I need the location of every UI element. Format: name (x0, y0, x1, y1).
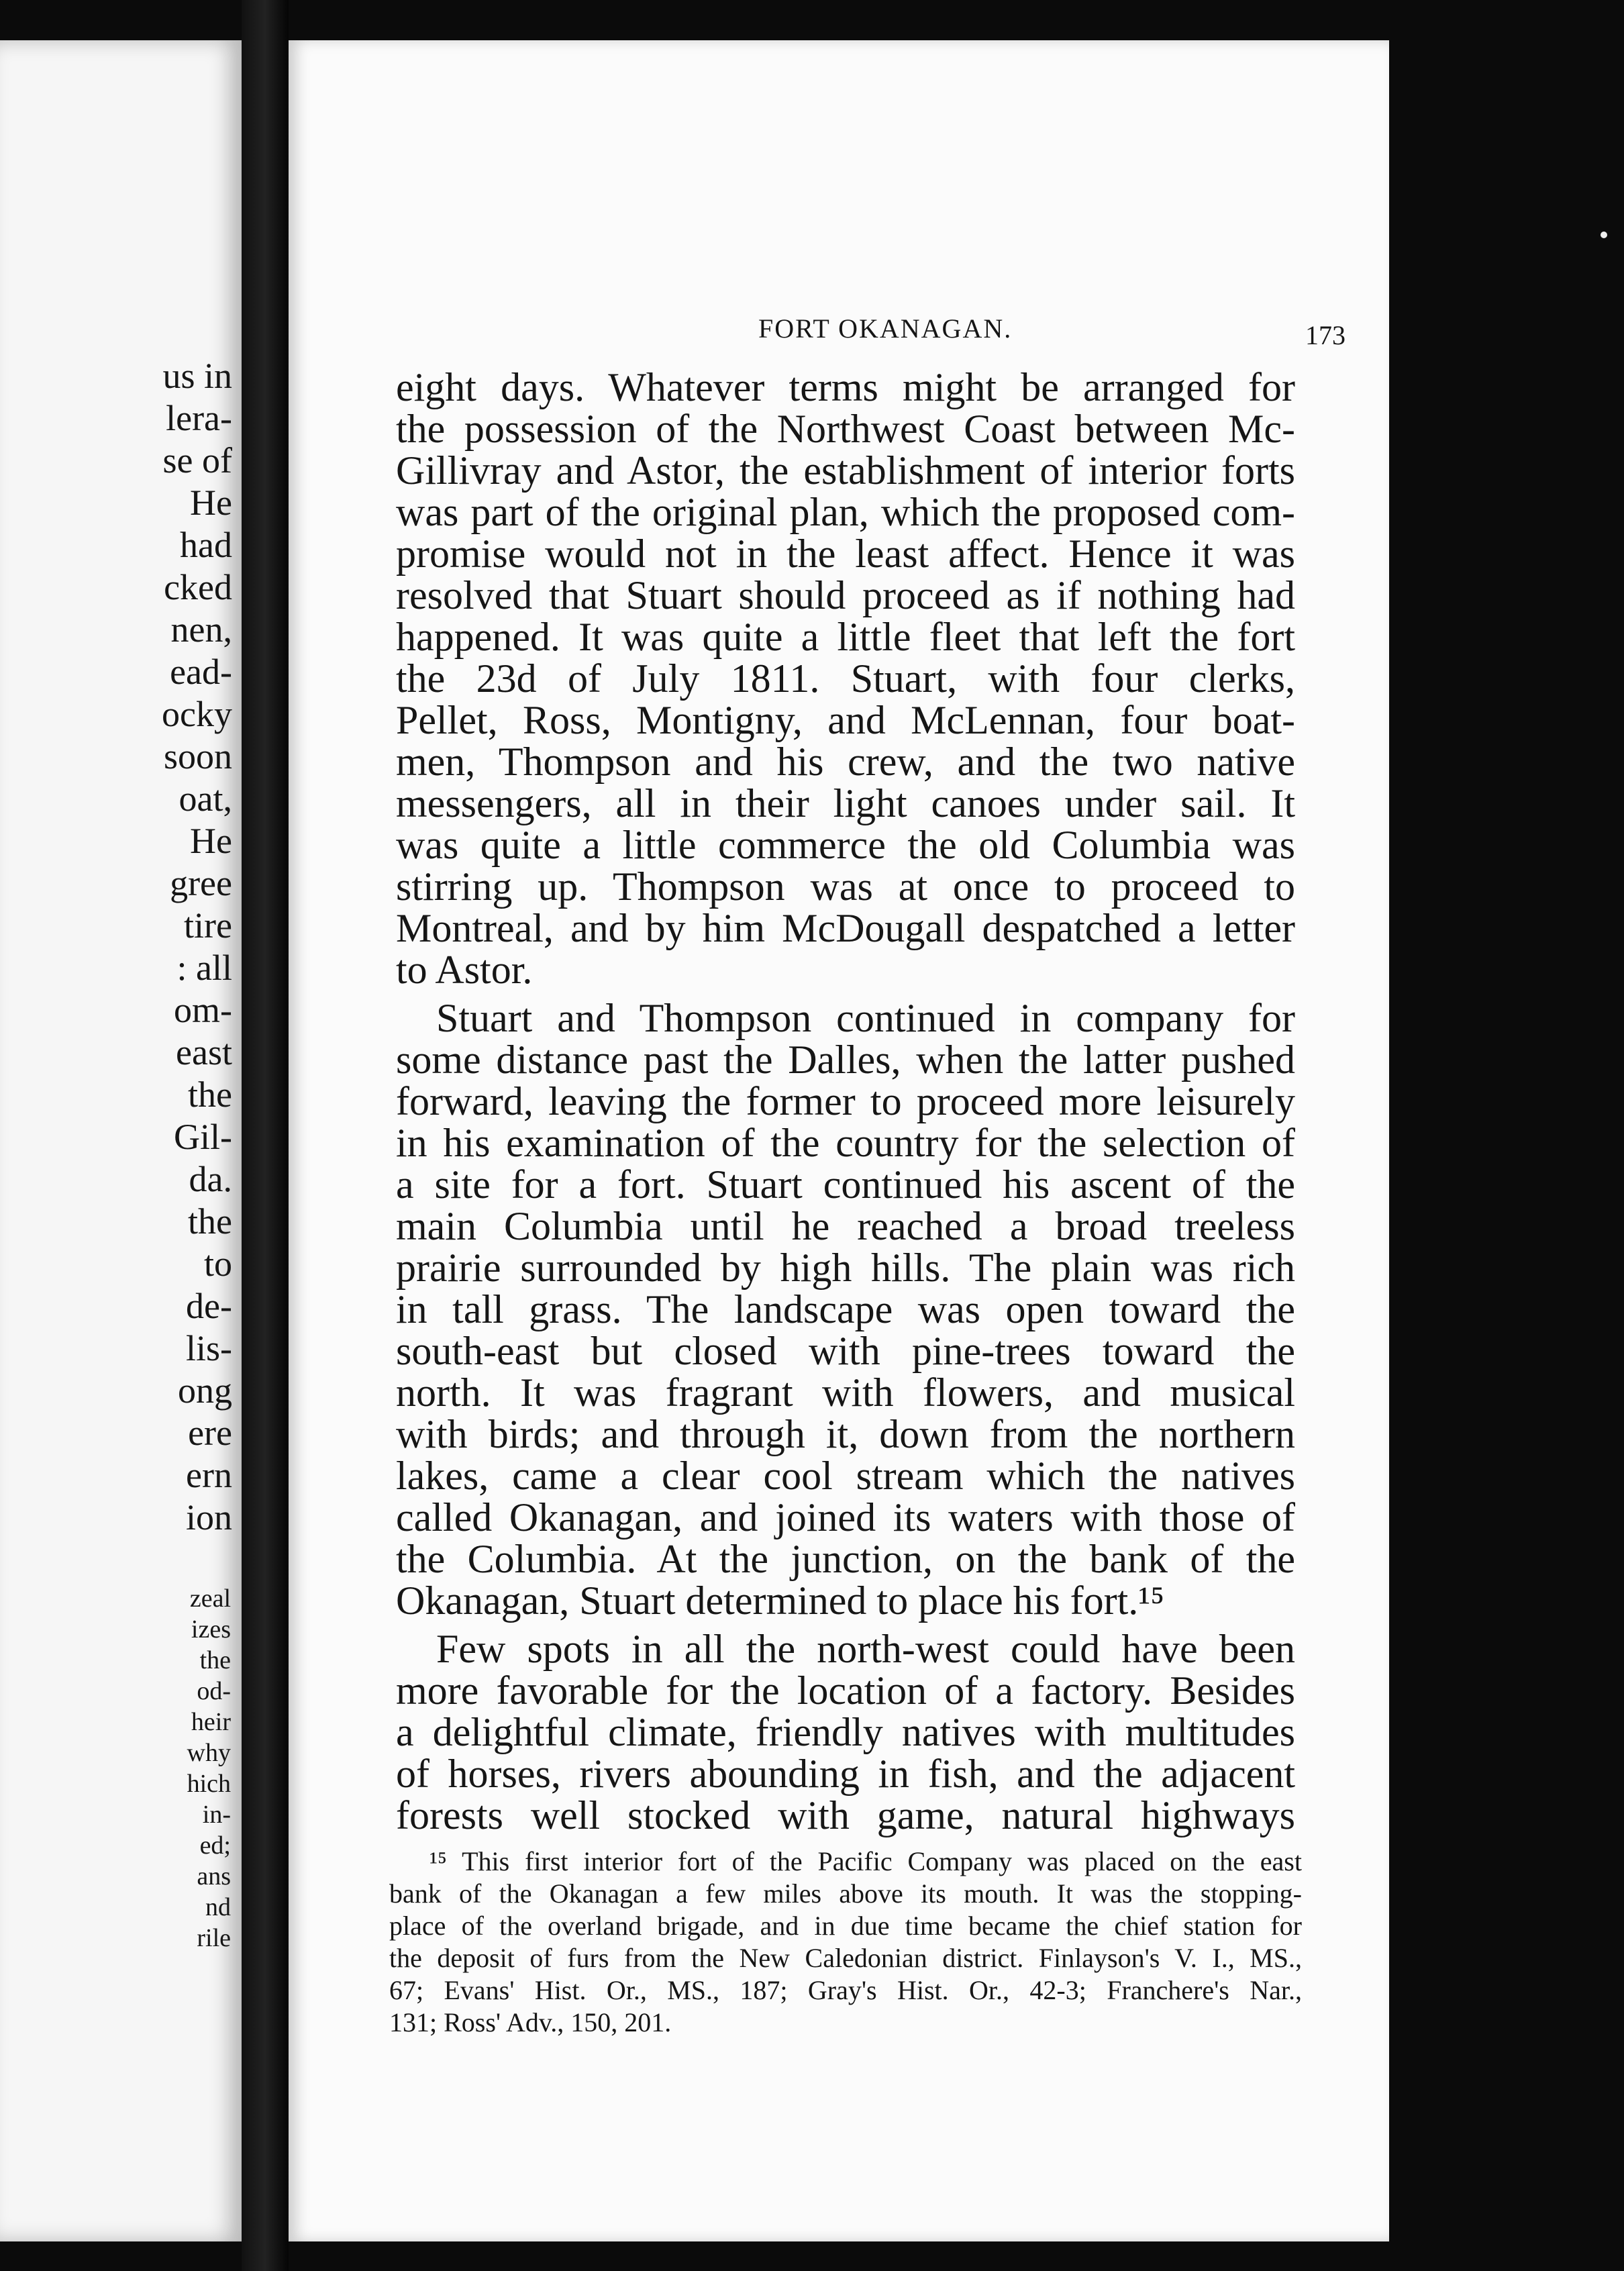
text-line: Stuart and Thompson continued in company for (436, 996, 1295, 1040)
left-page-fragment: lis- (185, 1328, 232, 1368)
footnote-line: place of the overland brigade, and in due time became the chief station for (389, 1911, 1302, 1941)
left-page-fragment: ion (185, 1497, 232, 1537)
left-page-fragment: gree (170, 863, 232, 903)
footnote-line: ¹⁵ This first interior fort of the Pacific Company was placed on the east (429, 1846, 1302, 1876)
text-line: a site for a fort. Stuart continued his ascent of the (396, 1162, 1295, 1207)
left-page-fragment: He (190, 483, 232, 523)
left-page-footnote-fragment: ans (197, 1862, 231, 1890)
running-head: FORT OKANAGAN. (758, 313, 1013, 344)
text-line: Pellet, Ross, Montigny, and McLennan, four boat- (396, 698, 1295, 742)
left-page-fragment: us in (162, 356, 232, 396)
left-page-footnote-fragment: heir (191, 1708, 231, 1736)
left-page-fragment: ead- (170, 652, 232, 692)
left-page-fragment: nen, (170, 609, 232, 650)
left-page-footnote-fragment: in- (202, 1801, 231, 1829)
left-page-fragment: ern (186, 1455, 232, 1495)
text-line: south-east but closed with pine-trees toward the (396, 1329, 1295, 1373)
left-page-fragment: ere (188, 1413, 232, 1453)
text-line: the 23d of July 1811. Stuart, with four clerks, (396, 656, 1295, 701)
left-page-fragment: the (188, 1201, 232, 1242)
left-page-fragment: om- (174, 990, 232, 1030)
text-line: north. It was fragrant with flowers, and musical (396, 1370, 1295, 1415)
text-line: messengers, all in their light canoes under sail. It (396, 781, 1295, 825)
text-line: was part of the original plan, which the proposed com- (396, 490, 1295, 534)
text-line: promise would not in the least affect. Hence it was (396, 532, 1295, 576)
text-line: forests well stocked with game, natural highways (396, 1793, 1295, 1837)
footnote-line: the deposit of furs from the New Caledonian district. Finlayson's V. I., MS., (389, 1943, 1302, 1973)
left-page-fragment: ong (178, 1370, 232, 1411)
paragraph (396, 366, 1295, 991)
paragraph (396, 997, 1295, 1621)
text-line: Few spots in all the north-west could have been (436, 1627, 1295, 1671)
left-page-footnote-fragment: ed; (199, 1831, 231, 1860)
text-line: the Columbia. At the junction, on the bank of the (396, 1537, 1295, 1581)
text-line: a delightful climate, friendly natives with multitudes (396, 1710, 1295, 1754)
text-line: Gillivray and Astor, the establishment of interior forts (396, 448, 1295, 493)
text-line: forward, leaving the former to proceed more leisurely (396, 1079, 1295, 1123)
left-page-fragment: : all (176, 948, 232, 988)
text-line: Montreal, and by him McDougall despatched a letter (396, 906, 1295, 950)
left-page-fragment: to (203, 1244, 232, 1284)
right-page (289, 40, 1389, 2241)
text-line: eight days. Whatever terms might be arranged for (396, 365, 1295, 409)
text-line: more favorable for the location of a factory. Besides (396, 1668, 1295, 1713)
left-page-fragment: cked (164, 567, 232, 607)
paragraph (396, 1628, 1295, 1836)
text-line: prairie surrounded by high hills. The plain was rich (396, 1246, 1295, 1290)
text-line: some distance past the Dalles, when the latter pushed (396, 1038, 1295, 1082)
left-page-footnote-fragment: nd (205, 1893, 231, 1921)
page-number: 173 (1305, 320, 1346, 350)
left-page-fragment: had (180, 525, 232, 565)
text-line: with birds; and through it, down from the northern (396, 1412, 1295, 1456)
text-line: lakes, came a clear cool stream which the natives (396, 1454, 1295, 1498)
footnote-line: bank of the Okanagan a few miles above its mouth. It was the stopping- (389, 1878, 1302, 1909)
text-line: resolved that Stuart should proceed as if nothing had (396, 573, 1295, 617)
left-page-fragment: soon (163, 736, 232, 776)
left-page-fragment: de- (186, 1286, 232, 1326)
text-line: in tall grass. The landscape was open toward the (396, 1287, 1295, 1331)
book-gutter (242, 0, 289, 2271)
left-page-footnote-fragment: the (199, 1646, 231, 1674)
text-line: was quite a little commerce the old Columbia was (396, 823, 1295, 867)
footnote-line: 67; Evans' Hist. Or., MS., 187; Gray's Hist. Or., 42-3; Franchere's Nar., (389, 1975, 1302, 2005)
left-page-fragment: Gil- (174, 1117, 232, 1157)
text-line: of horses, rivers abounding in fish, and the adjacent (396, 1752, 1295, 1796)
left-page-fragment: the (188, 1074, 232, 1115)
left-page-footnote-fragment: why (187, 1739, 231, 1767)
left-page-footnote-fragment: zeal (189, 1584, 231, 1613)
page-header (289, 306, 1389, 360)
left-page-fragment: lera- (166, 398, 232, 438)
left-page-footnote-fragment: hich (187, 1770, 231, 1798)
text-line: Okanagan, Stuart determined to place his fort.¹⁵ (396, 1578, 1165, 1623)
text-line: the possession of the Northwest Coast between Mc- (396, 407, 1295, 451)
left-page-fragment: da. (189, 1159, 232, 1199)
text-line: in his examination of the country for the selection of (396, 1121, 1295, 1165)
scan-speck (1601, 232, 1607, 238)
footnote-line: 131; Ross' Adv., 150, 201. (389, 2007, 672, 2037)
body-text (396, 366, 1295, 1843)
text-line: called Okanagan, and joined its waters with those of (396, 1495, 1295, 1540)
left-page-fragment: se of (162, 440, 232, 481)
text-line: men, Thompson and his crew, and the two native (396, 740, 1295, 784)
left-page-fragment: tire (184, 905, 232, 946)
left-facing-page (0, 40, 242, 2241)
left-page-footnote-fragment: od- (197, 1677, 231, 1705)
left-page-footnote-fragment: rile (197, 1924, 231, 1952)
text-line: happened. It was quite a little fleet that left the fort (396, 615, 1295, 659)
footnote (389, 1846, 1302, 2039)
left-page-fragment: oat, (179, 778, 232, 819)
left-page-fragment: He (190, 821, 232, 861)
left-page-footnote-fragment: izes (191, 1615, 231, 1644)
text-line: stirring up. Thompson was at once to proceed to (396, 864, 1295, 909)
text-line: to Astor. (396, 948, 533, 992)
left-page-fragment: east (176, 1032, 232, 1072)
left-page-fragment: ocky (162, 694, 232, 734)
text-line: main Columbia until he reached a broad treeless (396, 1204, 1295, 1248)
